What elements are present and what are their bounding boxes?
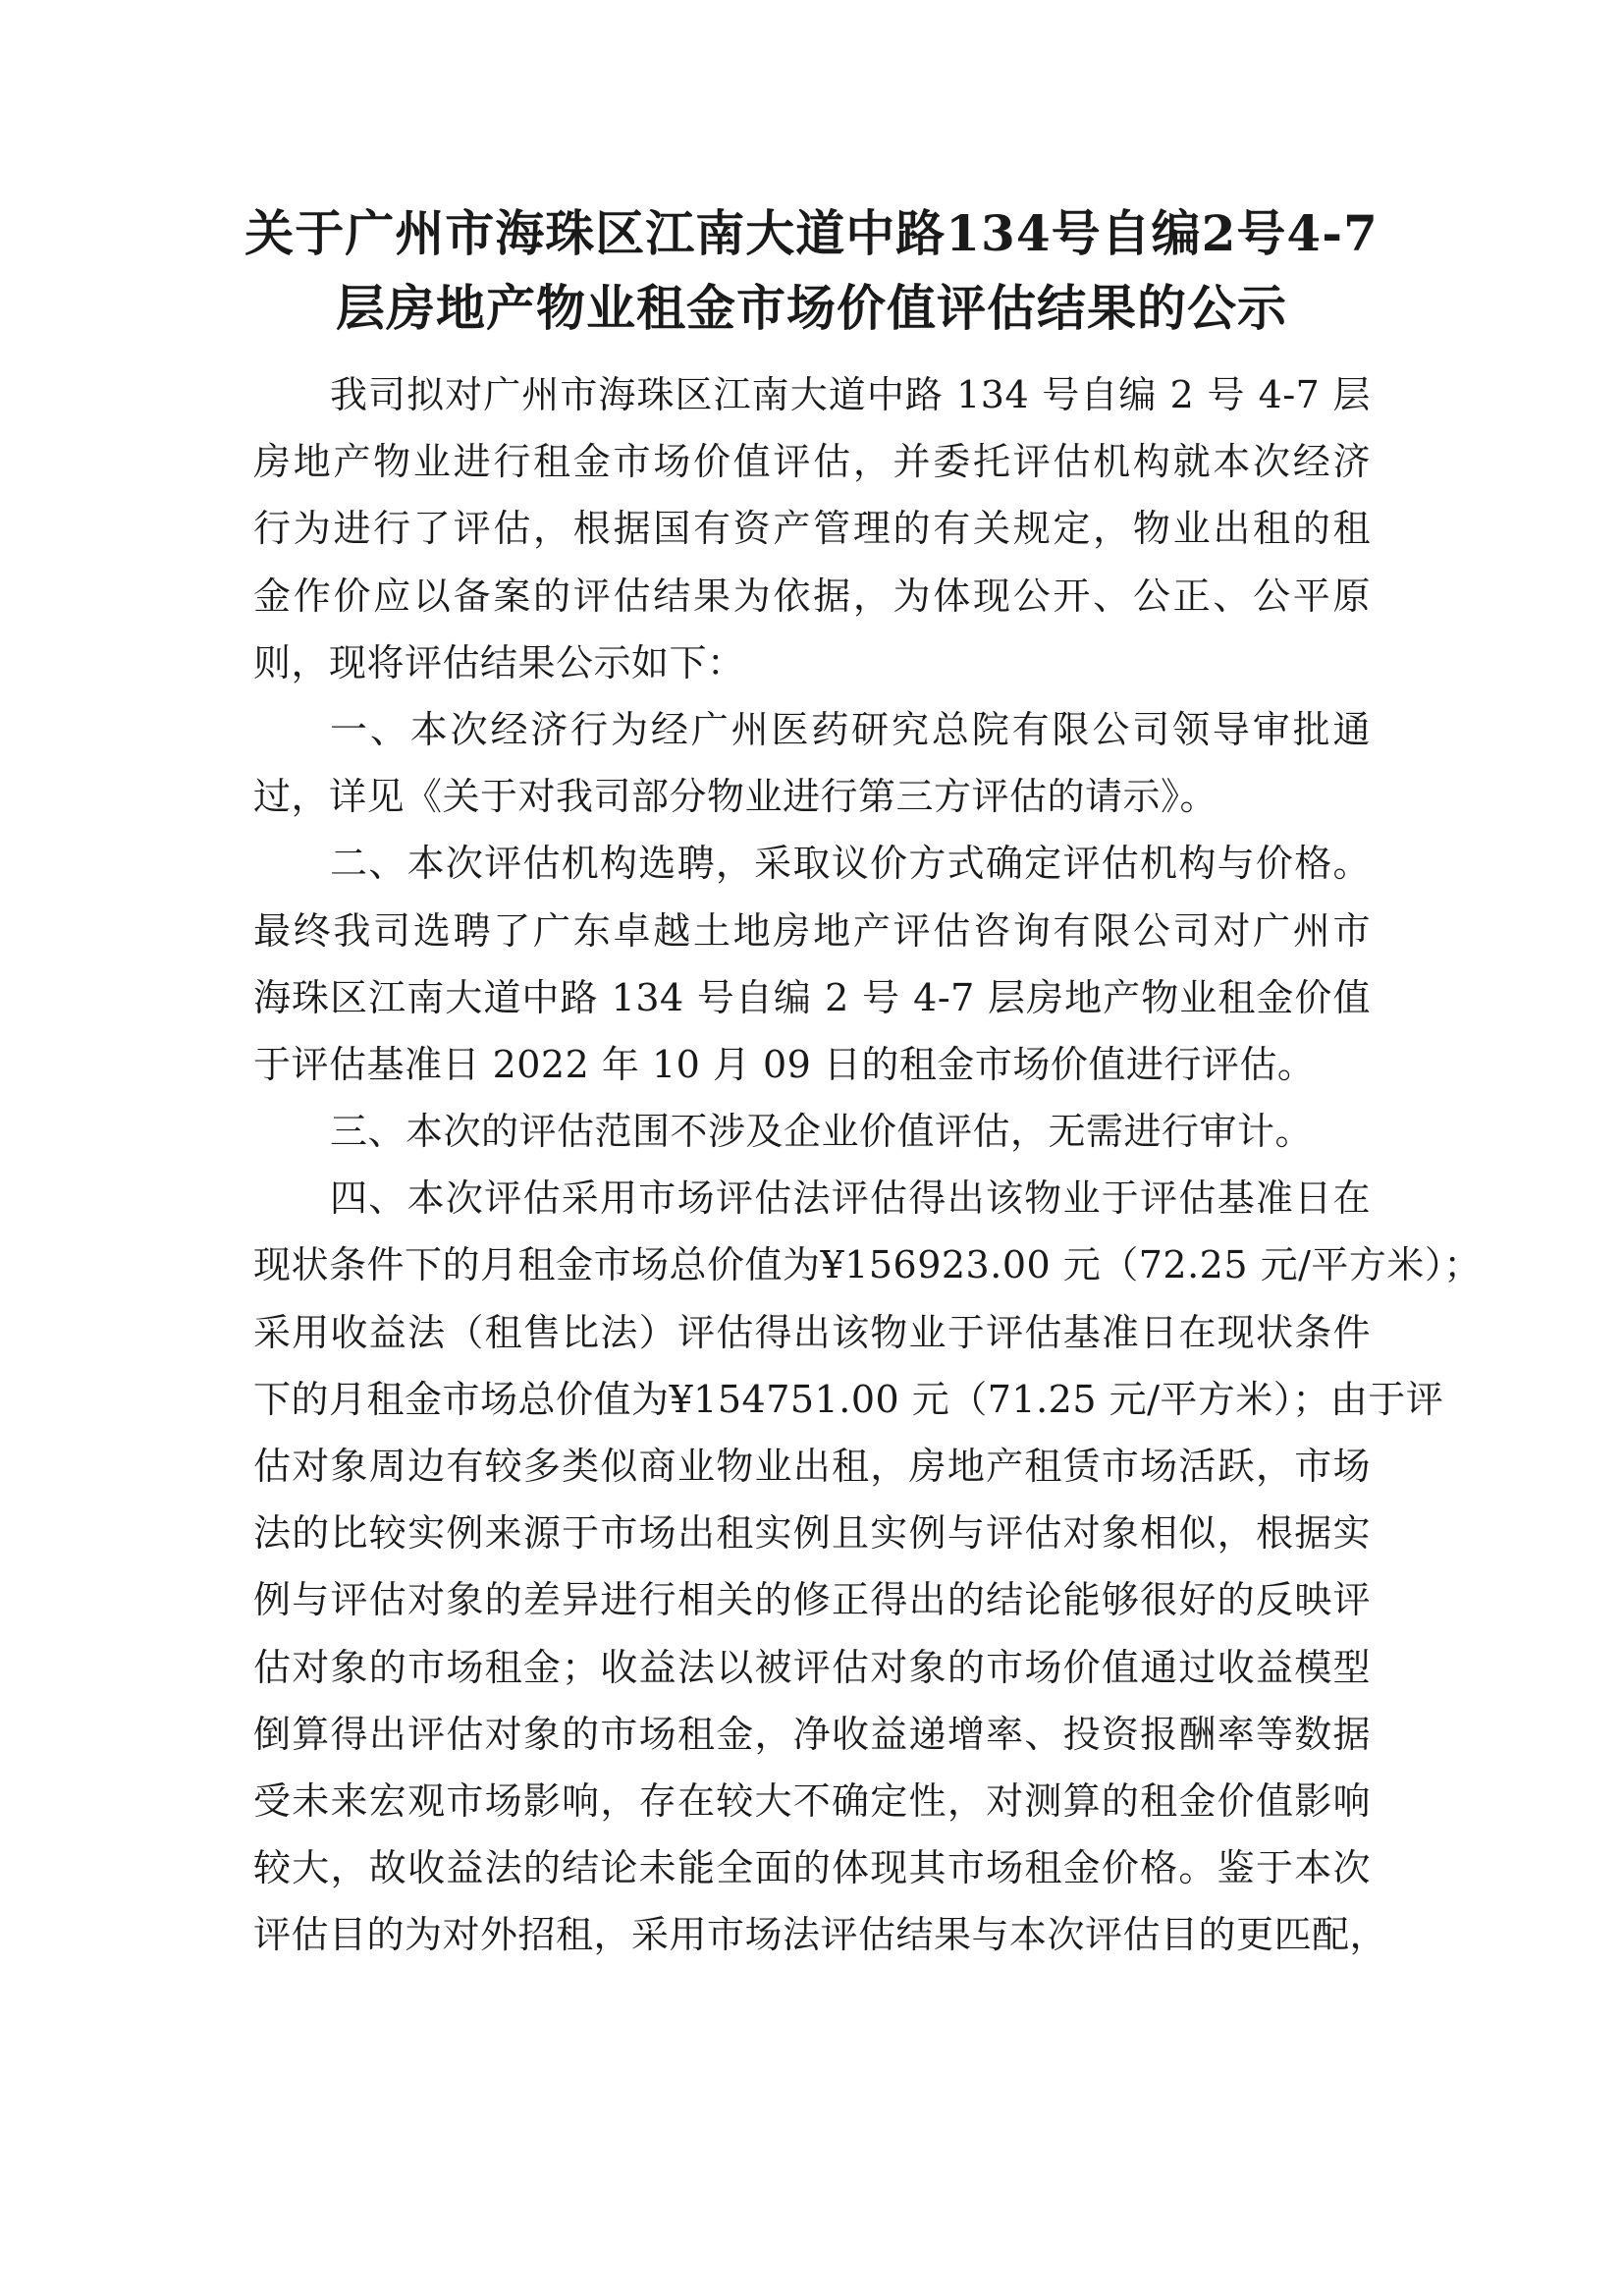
- body-line: 则，现将评估结果公示如下：: [253, 640, 745, 684]
- body-line: 评估目的为对外招租，采用市场法评估结果与本次评估目的更匹配，: [253, 1913, 1388, 1957]
- body-line: 受未来宏观市场影响，存在较大不确定性，对测算的租金价值影响: [253, 1778, 1371, 1823]
- body-line: 例与评估对象的差异进行相关的修正得出的结论能够很好的反映评: [253, 1578, 1371, 1622]
- body-line: 法的比较实例来源于市场出租实例且实例与评估对象相似，根据实: [253, 1511, 1371, 1556]
- body-line: 我司拟对广州市海珠区江南大道中路 134 号自编 2 号 4-7 层: [330, 373, 1371, 416]
- body-line: 房地产物业进行租金市场价值评估，并委托评估机构就本次经济: [253, 440, 1371, 484]
- body-line: 过，详见《关于对我司部分物业进行第三方评估的请示》。: [253, 775, 1218, 819]
- document-body: [253, 361, 1482, 1969]
- body-line: 金作价应以备案的评估结果为依据，为体现公开、公正、公平原: [253, 574, 1371, 618]
- body-line: 倒算得出评估对象的市场租金，净收益递增率、投资报酬率等数据: [253, 1712, 1371, 1756]
- body-line: 采用收益法（租售比法）评估得出该物业于评估基准日在现状条件: [253, 1310, 1371, 1354]
- body-line: 较大，故收益法的结论未能全面的体现其市场租金价格。鉴于本次: [253, 1846, 1371, 1890]
- title-line-1: 关于广州市海珠区江南大道中路134号自编2号4-7: [244, 204, 1379, 262]
- body-line: 下的月租金市场总价值为¥154751.00 元（71.25 元/平方米）；由于评: [253, 1377, 1444, 1421]
- body-line: 现状条件下的月租金市场总价值为¥156923.00 元（72.25 元/平方米）；: [253, 1243, 1482, 1287]
- body-line: 估对象周边有较多类似商业物业出租，房地产租赁市场活跃，市场: [253, 1445, 1371, 1488]
- body-line: 四、本次评估采用市场评估法评估得出该物业于评估基准日在: [330, 1176, 1371, 1221]
- body-line: 行为进行了评估，根据国有资产管理的有关规定，物业出租的租: [253, 507, 1371, 551]
- body-line: 一、本次经济行为经广州医药研究总院有限公司领导审批通: [330, 707, 1371, 751]
- title-line-2: 层房地产物业租金市场价值评估结果的公示: [336, 279, 1287, 337]
- body-line: 海珠区江南大道中路 134 号自编 2 号 4-7 层房地产物业租金价值: [253, 975, 1371, 1019]
- document-title: [196, 196, 1427, 346]
- body-line: 估对象的市场租金；收益法以被评估对象的市场价值通过收益模型: [253, 1645, 1371, 1689]
- body-line: 最终我司选聘了广东卓越土地房地产评估咨询有限公司对广州市: [253, 908, 1371, 953]
- body-line: 二、本次评估机构选聘，采取议价方式确定评估机构与价格。: [330, 842, 1371, 886]
- body-line: 三、本次的评估范围不涉及企业价值评估，无需进行审计。: [330, 1110, 1314, 1154]
- body-line: 于评估基准日 2022 年 10 月 09 日的租金市场价值进行评估。: [253, 1042, 1316, 1086]
